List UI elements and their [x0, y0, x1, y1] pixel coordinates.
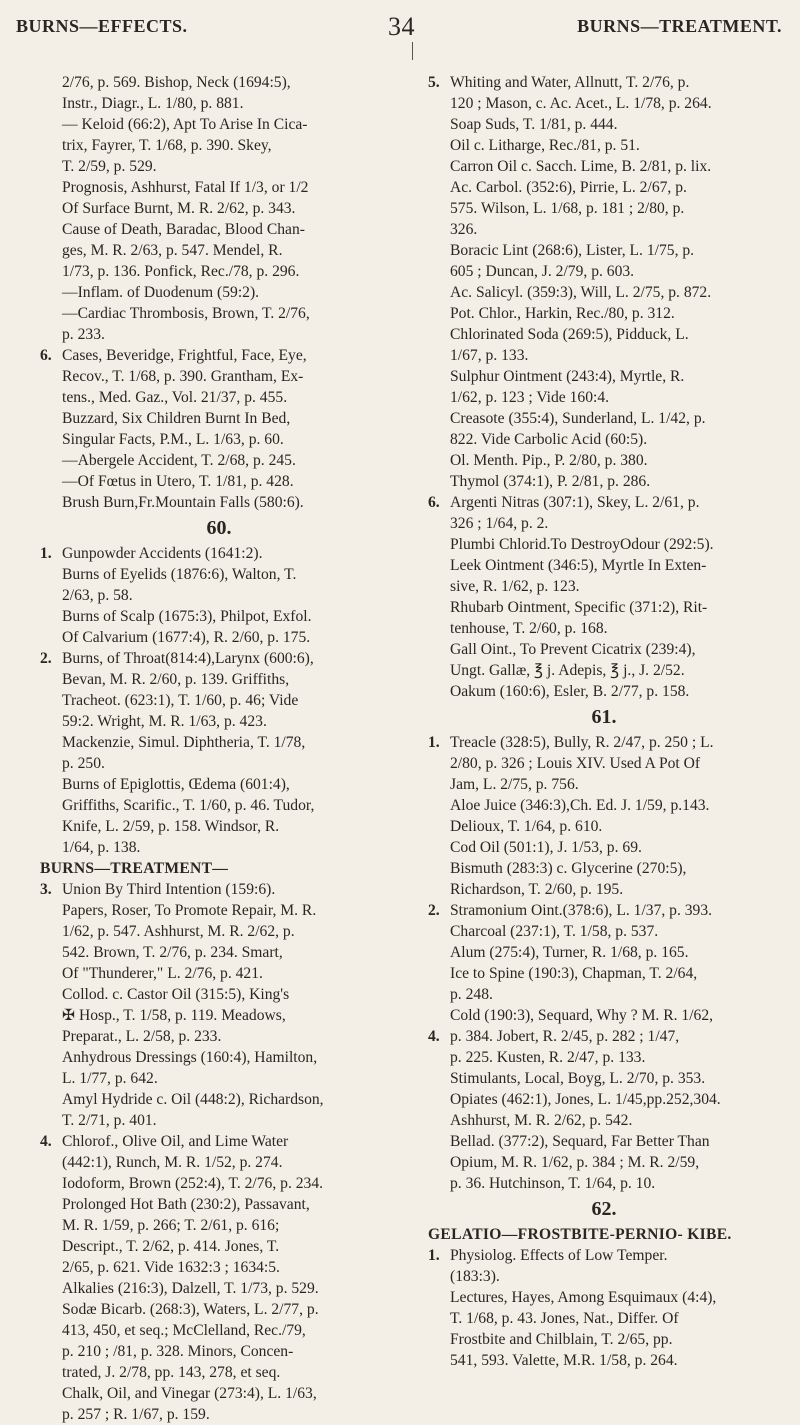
index-line: [40, 471, 398, 492]
index-line: [40, 1215, 398, 1236]
entry-number: 4.: [428, 1028, 440, 1045]
index-line: [40, 711, 398, 732]
entry-number: 1.: [428, 1247, 440, 1264]
entry-text: Union By Third Intention (159:6).: [62, 881, 276, 898]
entry-text: Pot. Chlor., Harkin, Rec./80, p. 312.: [450, 305, 675, 322]
entry-text: 2/63, p. 58.: [62, 587, 133, 604]
index-line: [428, 1308, 780, 1329]
entry-number: 6.: [428, 494, 440, 511]
entry-text: Burns, of Throat(814:4),Larynx (600:6),: [62, 650, 314, 667]
index-line: [428, 471, 780, 492]
entry-text: Cod Oil (501:1), J. 1/53, p. 69.: [450, 839, 642, 856]
entry-text: p. 257 ; R. 1/67, p. 159.: [62, 1406, 210, 1423]
entry-text: 413, 450, et seq.; McClelland, Rec./79,: [62, 1322, 306, 1339]
index-line: [428, 114, 780, 135]
index-line: [40, 1299, 398, 1320]
entry-text: Collod. c. Castor Oil (315:5), King's: [62, 986, 290, 1003]
entry-text: Chlorinated Soda (269:5), Pidduck, L.: [450, 326, 689, 343]
entry-text: Brush Burn,Fr.Mountain Falls (580:6).: [62, 494, 304, 511]
entry-text: Ol. Menth. Pip., P. 2/80, p. 380.: [450, 452, 648, 469]
entry-text: Jam, L. 2/75, p. 756.: [450, 776, 579, 793]
entry-text: Griffiths, Scarific., T. 1/60, p. 46. Tudor,: [62, 797, 315, 814]
index-line: [428, 492, 780, 513]
index-line: [428, 837, 780, 858]
index-line: [40, 1152, 398, 1173]
index-line: [428, 1152, 780, 1173]
entry-number: 1.: [40, 545, 52, 562]
entry-text: 59:2. Wright, M. R. 1/63, p. 423.: [62, 713, 267, 730]
entry-text: Physiolog. Effects of Low Temper.: [450, 1247, 668, 1264]
entry-text: Prognosis, Ashhurst, Fatal If 1/3, or 1/2: [62, 179, 309, 196]
index-line: [40, 1320, 398, 1341]
entry-text: Richardson, T. 2/60, p. 195.: [450, 881, 624, 898]
index-line: [428, 387, 780, 408]
entry-text: Ac. Carbol. (352:6), Pirrie, L. 2/67, p.: [450, 179, 687, 196]
entry-text: 2/80, p. 326 ; Louis XIV. Used A Pot Of: [450, 755, 701, 772]
entry-text: Sulphur Ointment (243:4), Myrtle, R.: [450, 368, 685, 385]
index-line: [428, 1287, 780, 1308]
index-line: [428, 1131, 780, 1152]
entry-text: Oil c. Litharge, Rec./81, p. 51.: [450, 137, 640, 154]
entry-text: 120 ; Mason, c. Ac. Acet., L. 1/78, p. 264.: [450, 95, 712, 112]
entry-text: trated, J. 2/78, pp. 143, 278, et seq.: [62, 1364, 281, 1381]
index-line: [40, 816, 398, 837]
index-line: [428, 450, 780, 471]
index-line: [40, 585, 398, 606]
index-line: [40, 564, 398, 585]
entry-text: Aloe Juice (346:3),Ch. Ed. J. 1/59, p.143.: [450, 797, 710, 814]
index-line: [40, 627, 398, 648]
entry-text: Gall Oint., To Prevent Cicatrix (239:4),: [450, 641, 696, 658]
entry-text: Alkalies (216:3), Dalzell, T. 1/73, p. 529.: [62, 1280, 319, 1297]
entry-text: Stramonium Oint.(378:6), L. 1/37, p. 393.: [450, 902, 713, 919]
index-line: [40, 753, 398, 774]
entry-text: Prolonged Hot Bath (230:2), Passavant,: [62, 1196, 310, 1213]
index-line: [40, 795, 398, 816]
index-line: [40, 1047, 398, 1068]
index-line: [428, 303, 780, 324]
entry-text: trix, Fayrer, T. 1/68, p. 390. Skey,: [62, 137, 272, 154]
entry-text: 575. Wilson, L. 1/68, p. 181 ; 2/80, p.: [450, 200, 685, 217]
entry-text: Gunpowder Accidents (1641:2).: [62, 545, 263, 562]
index-line: [428, 984, 780, 1005]
index-line: [40, 492, 398, 513]
index-line: [428, 1350, 780, 1371]
entry-text: 326.: [450, 221, 478, 238]
entry-text: Amyl Hydride c. Oil (448:2), Richardson,: [62, 1091, 324, 1108]
entry-text: T. 2/59, p. 529.: [62, 158, 157, 175]
index-line: [40, 93, 398, 114]
index-line: [428, 732, 780, 753]
entry-text: Charcoal (237:1), T. 1/58, p. 537.: [450, 923, 659, 940]
index-line: [428, 1068, 780, 1089]
index-line: [40, 942, 398, 963]
entry-text: Recov., T. 1/68, p. 390. Grantham, Ex-: [62, 368, 304, 385]
entry-text: Thymol (374:1), P. 2/81, p. 286.: [450, 473, 651, 490]
index-line: [428, 1047, 780, 1068]
index-line: [428, 618, 780, 639]
entry-text: Stimulants, Local, Boyg, L. 2/70, p. 353.: [450, 1070, 706, 1087]
index-line: [428, 681, 780, 702]
entry-text: 1/64, p. 138.: [62, 839, 141, 856]
index-line: [40, 387, 398, 408]
entry-text: Chalk, Oil, and Vinegar (273:4), L. 1/63,: [62, 1385, 317, 1402]
entry-text: 541, 593. Valette, M.R. 1/58, p. 264.: [450, 1352, 678, 1369]
index-line: [40, 669, 398, 690]
index-line: [40, 303, 398, 324]
index-line: [40, 1341, 398, 1362]
page-number: 34: [388, 12, 415, 41]
entry-text: —Cardiac Thrombosis, Brown, T. 2/76,: [62, 305, 310, 322]
index-line: [40, 921, 398, 942]
index-line: [428, 963, 780, 984]
entry-text: 605 ; Duncan, J. 2/79, p. 603.: [450, 263, 635, 280]
column-divider: [412, 42, 413, 60]
entry-text: —Of Fœtus in Utero, T. 1/81, p. 428.: [62, 473, 294, 490]
entry-text: Rhubarb Ointment, Specific (371:2), Rit-: [450, 599, 708, 616]
entry-text: Papers, Roser, To Promote Repair, M. R.: [62, 902, 317, 919]
entry-text: Anhydrous Dressings (160:4), Hamilton,: [62, 1049, 318, 1066]
entry-text: Delioux, T. 1/64, p. 610.: [450, 818, 603, 835]
entry-text: 542. Brown, T. 2/76, p. 234. Smart,: [62, 944, 283, 961]
index-line: [40, 1068, 398, 1089]
entry-number: 5.: [428, 74, 440, 91]
entry-text: Whiting and Water, Allnutt, T. 2/76, p.: [450, 74, 690, 91]
index-line: [40, 408, 398, 429]
entry-text: Frostbite and Chilblain, T. 2/65, pp.: [450, 1331, 673, 1348]
index-line: [428, 639, 780, 660]
section-number-heading: 61.: [591, 706, 617, 728]
index-line: [40, 1194, 398, 1215]
entry-text: Oakum (160:6), Esler, B. 2/77, p. 158.: [450, 683, 690, 700]
index-line: [40, 450, 398, 471]
index-line: [428, 774, 780, 795]
entry-text: p. 210 ; /81, p. 328. Minors, Concen-: [62, 1343, 294, 1360]
header-left-title: BURNS—EFFECTS.: [16, 16, 188, 36]
index-line: [40, 219, 398, 240]
entry-text: Preparat., L. 2/58, p. 233.: [62, 1028, 222, 1045]
entry-number: 2.: [428, 902, 440, 919]
entry-text: 1/67, p. 133.: [450, 347, 529, 364]
index-line: [428, 282, 780, 303]
index-line: [40, 282, 398, 303]
index-line: [40, 198, 398, 219]
entry-text: Cases, Beveridge, Frightful, Face, Eye,: [62, 347, 307, 364]
index-line: [428, 753, 780, 774]
entry-text: Cause of Death, Baradac, Blood Chan-: [62, 221, 305, 238]
index-line: [40, 1278, 398, 1299]
index-line: [40, 1257, 398, 1278]
index-line: [40, 648, 398, 669]
index-line: [40, 606, 398, 627]
entry-text: Chlorof., Olive Oil, and Lime Water: [62, 1133, 289, 1150]
entry-text: Plumbi Chlorid.To DestroyOdour (292:5).: [450, 536, 714, 553]
index-line: [40, 774, 398, 795]
entry-text: Alum (275:4), Turner, R. 1/68, p. 165.: [450, 944, 689, 961]
index-line: [40, 261, 398, 282]
index-line: [40, 1383, 398, 1404]
index-line: [40, 963, 398, 984]
section-number-heading: 60.: [206, 517, 232, 539]
index-line: [40, 984, 398, 1005]
entry-text: Opium, M. R. 1/62, p. 384 ; M. R. 2/59,: [450, 1154, 700, 1171]
index-line: [428, 429, 780, 450]
entry-text: p. 384. Jobert, R. 2/45, p. 282 ; 1/47,: [450, 1028, 680, 1045]
index-line: [428, 1026, 780, 1047]
entry-text: Burns of Eyelids (1876:6), Walton, T.: [62, 566, 297, 583]
index-line: [40, 324, 398, 345]
index-line: [428, 366, 780, 387]
index-line: [428, 345, 780, 366]
index-line: [40, 1236, 398, 1257]
header-right-title: BURNS—TREATMENT.: [577, 16, 782, 36]
entry-text: Ac. Salicyl. (359:3), Will, L. 2/75, p. 872.: [450, 284, 712, 301]
entry-text: ✠ Hosp., T. 1/58, p. 119. Meadows,: [62, 1007, 286, 1024]
index-line: [428, 156, 780, 177]
entry-text: 1/73, p. 136. Ponfick, Rec./78, p. 296.: [62, 263, 300, 280]
entry-text: —Abergele Accident, T. 2/68, p. 245.: [62, 452, 296, 469]
left-column: [40, 72, 398, 1425]
entry-text: 1/62, p. 547. Ashhurst, M. R. 2/62, p.: [62, 923, 295, 940]
entry-number: 6.: [40, 347, 52, 364]
index-line: [40, 114, 398, 135]
entry-text: Buzzard, Six Children Burnt In Bed,: [62, 410, 291, 427]
entry-text: Of Calvarium (1677:4), R. 2/60, p. 175.: [62, 629, 311, 646]
entry-number: 4.: [40, 1133, 52, 1150]
entry-text: Argenti Nitras (307:1), Skey, L. 2/61, p.: [450, 494, 700, 511]
entry-text: Carron Oil c. Sacch. Lime, B. 2/81, p. lix.: [450, 158, 712, 175]
index-line: [40, 366, 398, 387]
entry-text: Boracic Lint (268:6), Lister, L. 1/75, p.: [450, 242, 695, 259]
entry-text: Creasote (355:4), Sunderland, L. 1/42, p.: [450, 410, 706, 427]
section-title: BURNS—TREATMENT—: [40, 860, 229, 877]
index-line: [40, 900, 398, 921]
index-line: [428, 261, 780, 282]
index-line: [428, 219, 780, 240]
entry-text: T. 2/71, p. 401.: [62, 1112, 157, 1129]
entry-text: p. 250.: [62, 755, 105, 772]
index-line: [428, 942, 780, 963]
index-line: [428, 240, 780, 261]
index-line: [40, 1110, 398, 1131]
entry-text: (442:1), Runch, M. R. 1/52, p. 274.: [62, 1154, 283, 1171]
entry-text: (183:3).: [450, 1268, 500, 1285]
entry-text: Soap Suds, T. 1/81, p. 444.: [450, 116, 618, 133]
index-line: [428, 72, 780, 93]
index-line: [428, 534, 780, 555]
index-line: [428, 1266, 780, 1287]
section-title: GELATIO—FROSTBITE-PERNIO- KIBE.: [428, 1226, 732, 1243]
entry-text: Instr., Diagr., L. 1/80, p. 881.: [62, 95, 244, 112]
entry-text: tens., Med. Gaz., Vol. 21/37, p. 455.: [62, 389, 288, 406]
entry-text: Ice to Spine (190:3), Chapman, T. 2/64,: [450, 965, 698, 982]
entry-text: 1/62, p. 123 ; Vide 160:4.: [450, 389, 610, 406]
entry-number: 3.: [40, 881, 52, 898]
index-line: [40, 1173, 398, 1194]
entry-text: Burns of Scalp (1675:3), Philpot, Exfol.: [62, 608, 312, 625]
entry-text: Cold (190:3), Sequard, Why ? M. R. 1/62,: [450, 1007, 714, 1024]
index-line: [428, 135, 780, 156]
index-line: [40, 543, 398, 564]
section-number-heading: 62.: [591, 1198, 617, 1220]
index-line: [428, 858, 780, 879]
index-line: [428, 879, 780, 900]
index-line: [40, 1005, 398, 1026]
index-line: [40, 1404, 398, 1425]
entry-text: Bevan, M. R. 2/60, p. 139. Griffiths,: [62, 671, 290, 688]
index-line: [40, 1026, 398, 1047]
index-line: [428, 660, 780, 681]
page-header: [0, 12, 800, 42]
entry-text: p. 248.: [450, 986, 493, 1003]
entry-text: Ungt. Gallæ, ℥ j. Adepis, ℥ j., J. 2/52.: [450, 662, 685, 679]
entry-text: p. 225. Kusten, R. 2/47, p. 133.: [450, 1049, 646, 1066]
entry-text: — Keloid (66:2), Apt To Arise In Cica-: [62, 116, 308, 133]
entry-number: 1.: [428, 734, 440, 751]
entry-text: ges, M. R. 2/63, p. 547. Mendel, R.: [62, 242, 283, 259]
index-line: [40, 135, 398, 156]
index-line: [428, 1005, 780, 1026]
entry-text: 822. Vide Carbolic Acid (60:5).: [450, 431, 648, 448]
index-line: [428, 1245, 780, 1266]
index-line: [428, 177, 780, 198]
entry-text: Ashhurst, M. R. 2/62, p. 542.: [450, 1112, 633, 1129]
entry-text: 2/65, p. 621. Vide 1632:3 ; 1634:5.: [62, 1259, 280, 1276]
right-column: [428, 72, 780, 1371]
entry-text: 326 ; 1/64, p. 2.: [450, 515, 549, 532]
index-line: [40, 72, 398, 93]
index-line: [40, 429, 398, 450]
index-line: [428, 1173, 780, 1194]
index-line: [40, 156, 398, 177]
index-line: [40, 177, 398, 198]
entry-text: sive, R. 1/62, p. 123.: [450, 578, 580, 595]
index-line: [40, 837, 398, 858]
entry-number: 2.: [40, 650, 52, 667]
entry-text: Opiates (462:1), Jones, L. 1/45,pp.252,304.: [450, 1091, 721, 1108]
entry-text: —Inflam. of Duodenum (59:2).: [62, 284, 260, 301]
entry-text: Singular Facts, P.M., L. 1/63, p. 60.: [62, 431, 284, 448]
index-line: [40, 345, 398, 366]
index-line: [428, 597, 780, 618]
entry-text: Tracheot. (623:1), T. 1/60, p. 46; Vide: [62, 692, 299, 709]
index-line: [428, 513, 780, 534]
entry-text: L. 1/77, p. 642.: [62, 1070, 158, 1087]
index-line: [40, 879, 398, 900]
entry-text: Descript., T. 2/62, p. 414. Jones, T.: [62, 1238, 280, 1255]
index-line: [428, 576, 780, 597]
entry-text: Of "Thunderer," L. 2/76, p. 421.: [62, 965, 263, 982]
entry-text: Bellad. (377:2), Sequard, Far Better Than: [450, 1133, 710, 1150]
entry-text: Iodoform, Brown (252:4), T. 2/76, p. 234.: [62, 1175, 324, 1192]
index-line: [428, 921, 780, 942]
index-line: [428, 324, 780, 345]
index-line: [428, 1329, 780, 1350]
index-line: [428, 408, 780, 429]
entry-text: T. 1/68, p. 43. Jones, Nat., Differ. Of: [450, 1310, 679, 1327]
index-line: [428, 795, 780, 816]
index-line: [428, 555, 780, 576]
entry-text: Leek Ointment (346:5), Myrtle In Exten-: [450, 557, 707, 574]
index-line: [428, 816, 780, 837]
index-line: [428, 93, 780, 114]
entry-text: 2/76, p. 569. Bishop, Neck (1694:5),: [62, 74, 291, 91]
entry-text: p. 233.: [62, 326, 105, 343]
entry-text: Of Surface Burnt, M. R. 2/62, p. 343.: [62, 200, 296, 217]
entry-text: Lectures, Hayes, Among Esquimaux (4:4),: [450, 1289, 717, 1306]
entry-text: Knife, L. 2/59, p. 158. Windsor, R.: [62, 818, 280, 835]
entry-text: Sodæ Bicarb. (268:3), Waters, L. 2/77, p.: [62, 1301, 319, 1318]
entry-text: Mackenzie, Simul. Diphtheria, T. 1/78,: [62, 734, 306, 751]
index-line: [40, 240, 398, 261]
index-line: [40, 690, 398, 711]
index-line: [40, 1362, 398, 1383]
entry-text: Burns of Epiglottis, Œdema (601:4),: [62, 776, 290, 793]
index-line: [40, 732, 398, 753]
entry-text: p. 36. Hutchinson, T. 1/64, p. 10.: [450, 1175, 656, 1192]
entry-text: Bismuth (283:3) c. Glycerine (270:5),: [450, 860, 687, 877]
index-line: [428, 198, 780, 219]
index-line: [40, 1089, 398, 1110]
entry-text: Treacle (328:5), Bully, R. 2/47, p. 250 ; L.: [450, 734, 714, 751]
index-line: [428, 900, 780, 921]
index-line: [428, 1089, 780, 1110]
index-line: [428, 1110, 780, 1131]
entry-text: M. R. 1/59, p. 266; T. 2/61, p. 616;: [62, 1217, 280, 1234]
entry-text: tenhouse, T. 2/60, p. 168.: [450, 620, 608, 637]
index-line: [40, 1131, 398, 1152]
